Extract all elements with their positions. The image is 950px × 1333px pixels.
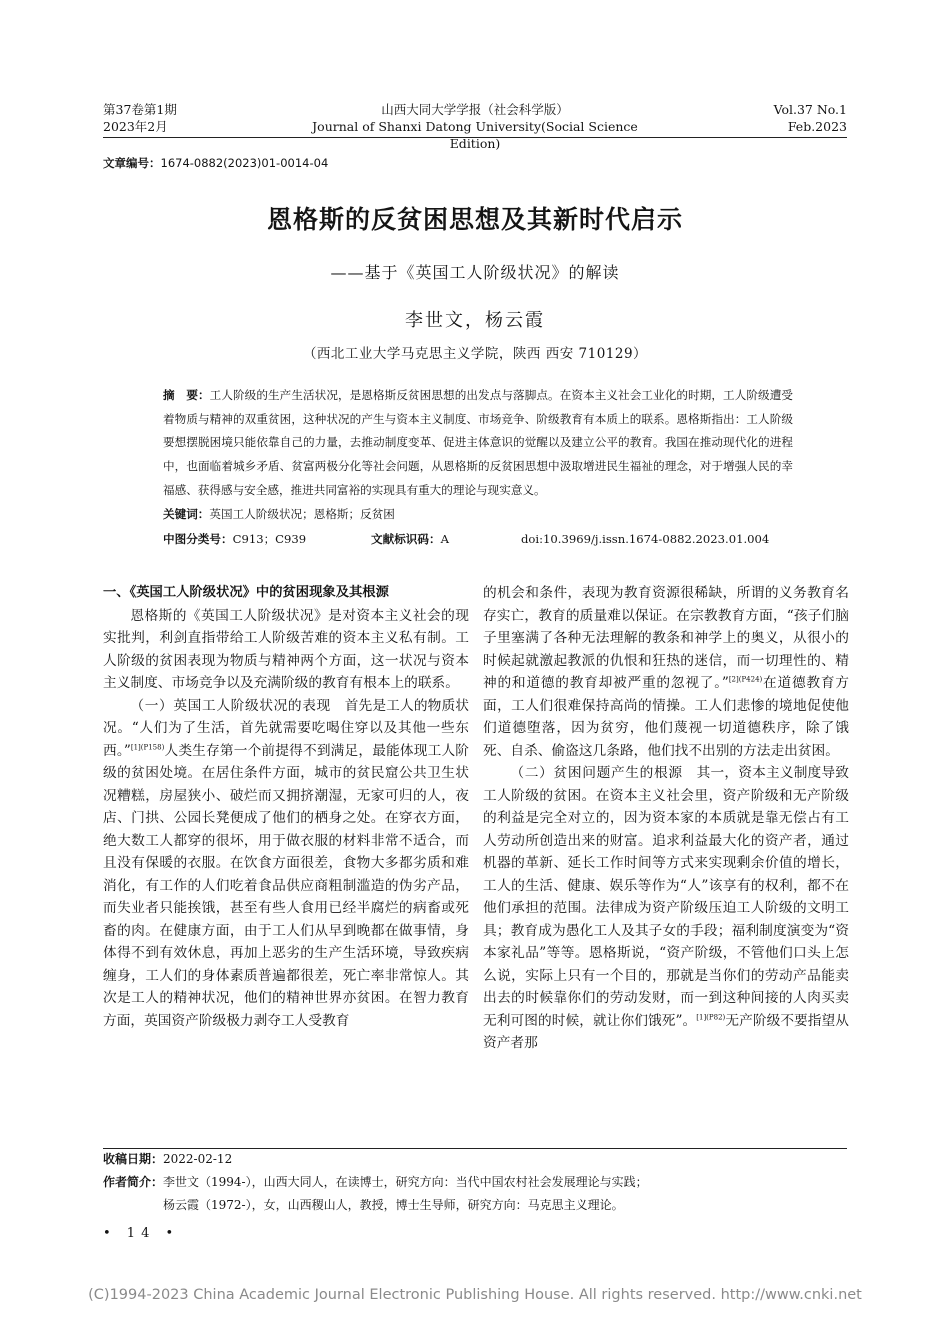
- abstract: [163, 384, 793, 503]
- header-journal-cn: 山西大同大学学报（社会科学版）: [381, 102, 569, 117]
- paper-authors: 李世文，杨云霞: [405, 310, 545, 331]
- doc-code-value: A: [440, 532, 449, 546]
- header-volume-cn: 第37卷第1期: [103, 102, 177, 117]
- body-column-left: [103, 582, 469, 1032]
- header-volume-en-block: [700, 101, 847, 135]
- header-journal-en: Journal of Shanxi Datong University(Social Science Edition): [312, 119, 638, 151]
- clc-label: 中图分类号：: [163, 532, 233, 546]
- bio-1-text: 李世文（1994-），山西大同人，在读博士，研究方向：当代中国农村社会发展理论与实践；: [163, 1175, 648, 1189]
- article-number-value: 1674-0882(2023)01-0014-04: [160, 156, 329, 170]
- body-paragraph-3: [483, 582, 849, 762]
- body-paragraph-3-part1: 的机会和条件，表现为教育资源很稀缺，所谓的义务教育名存实亡，教育的质量难以保证。在宗教教育方面，“孩子们脑子里塞满了各种无法理解的教条和神学上的奥义，从很小的时候起就激起教派的仇恨和狂热的迷信，而一切理性的、精神的和道德的教育却被严重的忽视了。”: [483, 585, 849, 691]
- body-paragraph-2-part1: 首先是工人的物质状况。“人们为了生活，首先就需要吃喝住穿以及其他一些东西。”: [103, 697, 469, 759]
- body-paragraph-4-part1: 其一，资本主义制度导致工人阶级的贫困。在资本主义社会里，资产阶级和无产阶级的利益是完全对立的，因为资本家的本质就是靠无偿占有工人劳动所创造出来的财富。追求利益最大化的资产者，通过机器的革新、延长工作时间等方式来实现剩余价值的增长，工人的生活、健康、娱乐等作为“人”该享有的权利，都不在他们承担的范围。法律成为资产阶级压迫工人阶级的文明工具；教育成为愚化工人及其子女的手段；福利制度演变为“资本家礼品”等等。恩格斯说，“资产阶级，不管他们口头上怎么说，实际上只有一个目的，那就是当你们的劳动产品能卖出去的时候靠你们的劳动发财，而一到这种间接的人肉买卖无利可图的时候，就让你们饿死”。: [483, 765, 849, 1029]
- footnote-bio-1: [103, 1174, 648, 1191]
- citation-2: [2](P424): [728, 675, 763, 684]
- body-paragraph-2-part2: 人类生存第一个前提得不到满足，最能体现工人阶级的贫困处境。在居住条件方面，城市的贫民窟公共卫生状况糟糕，房屋狭小、破烂而又拥挤潮湿，无家可归的人，夜店、门拱、公园长凳便成了他们的栖身之处。在穿衣方面，绝大数工人都穿的很坏，用于做衣服的材料非常不适合，而且没有保暖的衣服。在饮食方面很差，食物大多都劣质和难消化，有工作的人们吃着食品供应商粗制滥造的伪劣产品，而失业者只能挨饿，甚至有些人食用已经半腐烂的病畜或死畜的肉。在健康方面，由于工人们从早到晚都在做事情，身体得不到有效休息，再加上恶劣的生产生活环境，导致疾病缠身，工人们的身体素质普遍都很差，死亡率非常惊人。其次是工人的精神状况，他们的精神世界亦贫困。在智力教育方面，英国资产阶级极力剥夺工人受教育: [103, 742, 469, 1029]
- body-paragraph-4: [483, 762, 849, 1055]
- classification-line: [163, 531, 803, 547]
- citation-1: [1](P158): [130, 742, 165, 751]
- paper-title: 恩格斯的反贫困思想及其新时代启示: [266, 205, 683, 234]
- keywords-label: 关键词：: [163, 507, 210, 521]
- header-journal-block: [300, 101, 650, 152]
- bio-label: 作者简介：: [103, 1175, 164, 1189]
- article-number: [103, 155, 328, 171]
- received-value: 2022-02-12: [163, 1152, 233, 1166]
- abstract-text: 工人阶级的生产生活状况，是恩格斯反贫困思想的出发点与落脚点。在资本主义社会工业化的时期，工人阶级遭受着物质与精神的双重贫困，这种状况的产生与资本主义制度、市场竞争、阶级教育有本质上的联系。恩格斯指出：工人阶级要想摆脱困境只能依靠自己的力量，去推动制度变革、促进主体意识的觉醒以及建立公平的教育。我国在推动现代化的进程中，也面临着城乡矛盾、贫富两极分化等社会问题，从恩格斯的反贫困思想中汲取增进民生福祉的理念，对于增强人民的幸福感、获得感与安全感，推进共同富裕的实现具有重大的理论与现实意义。: [163, 388, 793, 497]
- header-volume-block: [103, 101, 177, 135]
- header-rule: [103, 137, 847, 138]
- doi: doi:10.3969/j.issn.1674-0882.2023.01.004: [521, 532, 770, 546]
- cnki-footer: (C)1994-2023 China Academic Journal Electronic Publishing House. All rights reserved. http://www.cnki.net: [88, 1287, 862, 1303]
- subsection1-heading: （一）英国工人阶级状况的表现: [130, 697, 331, 714]
- body-paragraph-3-part2: 在道德教育方面，工人们很难保持高尚的情操。工人们悲惨的境地促使他们道德堕落，因为贫穷，他们蔑视一切道德秩序，除了饿死、自杀、偷盗这几条路，他们找不出别的方法走出贫困。: [483, 675, 849, 759]
- paper-affiliation: （西北工业大学马克思主义学院，陕西 西安 710129）: [302, 346, 648, 362]
- clc-value: C913；C939: [232, 532, 307, 546]
- footnote-received: [103, 1151, 232, 1168]
- body-paragraph-1: 恩格斯的《英国工人阶级状况》是对资本主义社会的现实批判，利剑直指带给工人阶级苦难的资本主义私有制。工人阶级的贫困表现为物质与精神两个方面，这一状况与资本主义制度、市场竞争以及充满阶级的教育有根本上的联系。: [103, 607, 469, 691]
- body-paragraph-2: [103, 695, 469, 1033]
- header-date-cn: 2023年2月: [103, 119, 168, 134]
- doc-code-label: 文献标识码：: [371, 532, 441, 546]
- page-number: • 14 •: [103, 1226, 180, 1241]
- citation-3: [1](P82): [696, 1012, 726, 1021]
- section1-heading: 一、《英国工人阶级状况》中的贫困现象及其根源: [103, 585, 389, 600]
- footnote-rule: [103, 1148, 847, 1149]
- article-number-label: 文章编号：: [103, 156, 161, 170]
- footnote-bio-2: 杨云霞（1972-），女，山西稷山人，教授，博士生导师，研究方向：马克思主义理论。: [163, 1198, 624, 1212]
- paper-subtitle: ——基于《英国工人阶级状况》的解读: [330, 263, 620, 282]
- header-date-en: Feb.2023: [787, 119, 847, 134]
- keywords: [163, 506, 395, 522]
- keywords-text: 英国工人阶级状况；恩格斯；反贫困: [209, 507, 395, 521]
- subsection2-heading: （二）贫困问题产生的根源: [510, 765, 683, 781]
- header-volume-en: Vol.37 No.1: [773, 102, 847, 117]
- body-paragraph-4-part2: 无产阶级不要指望从资产者那: [483, 1012, 849, 1051]
- body-column-right: [483, 582, 849, 1055]
- abstract-label: 摘 要：: [163, 388, 210, 402]
- received-label: 收稿日期：: [103, 1152, 164, 1166]
